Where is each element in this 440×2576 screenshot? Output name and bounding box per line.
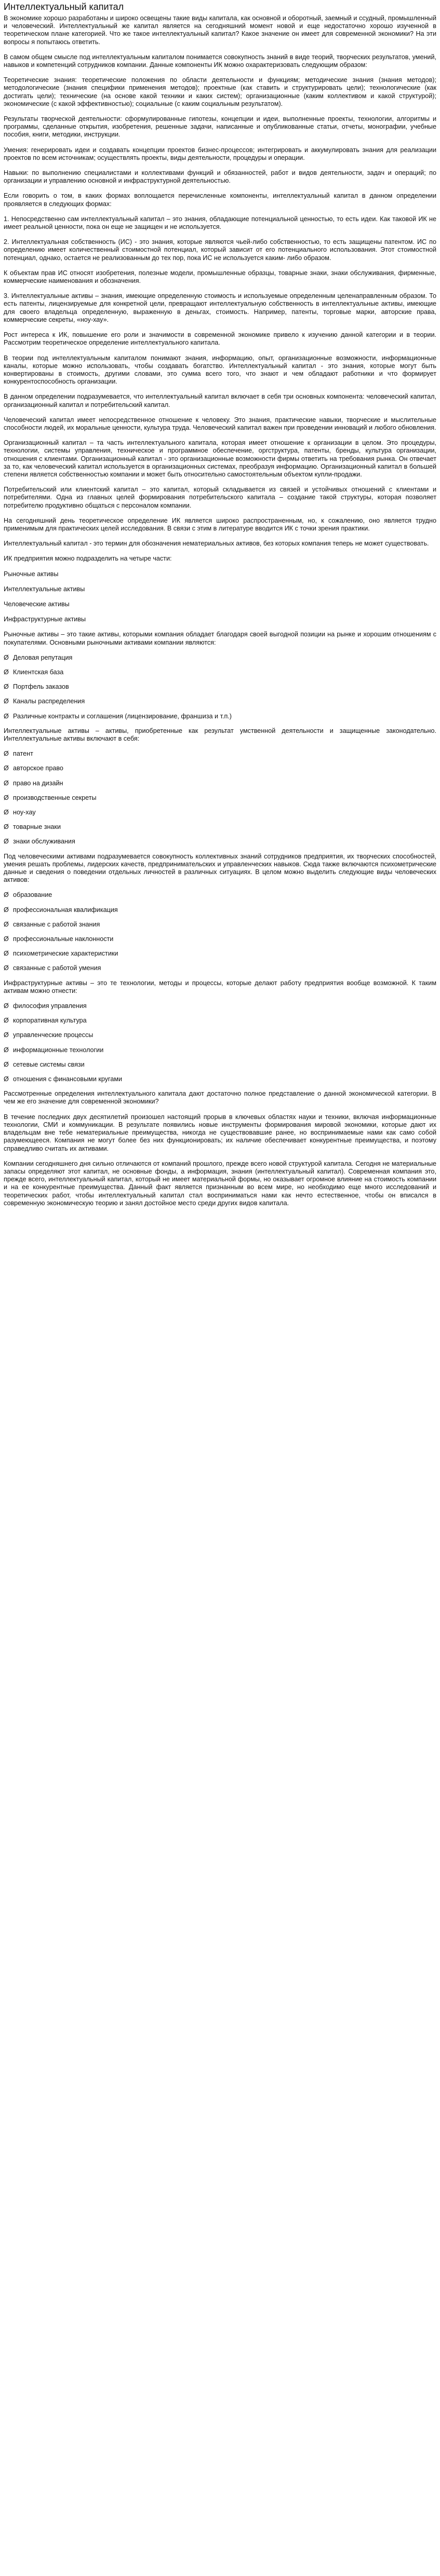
list-item (4, 921, 436, 929)
bullet-icon: Ø (4, 1075, 9, 1083)
list-item-text: связанные с работой знания (13, 920, 100, 928)
bullet-icon: Ø (4, 920, 9, 928)
list-item (4, 780, 436, 787)
list-item (4, 669, 436, 676)
list-item-text: информационные технологии (13, 1046, 104, 1054)
list-item (4, 891, 436, 899)
article-body (4, 15, 436, 1207)
list-item-text: Портфель заказов (13, 683, 69, 691)
paragraph: Если говорить о том, в каких формах воплощается перечисленные компоненты, интеллектуальный капитал в данном определении проявляется в следующих формах: (4, 192, 436, 208)
list-item (4, 765, 436, 772)
paragraph: Организационный капитал – та часть интеллектуального капитала, которая имеет отношение к организации в целом. Это процедуры, технологии, системы управления, техническое и программное обеспечение, оргструктура, патенты, бренды, культура организации, отношения с клиентами. Организационный капитал - это организационные возможности фирмы ответить на требования рынка. Он отвечает за то, как человеческий капитал используется в организационных системах, преобразуя информацию. Организационный капитал в большей степени является собственностью компании и может быть относительно самостоятельным объектом купли-продажи. (4, 439, 436, 478)
paragraph: Навыки: по выполнению специалистами и коллективами функций и обязанностей, работ и видов деятельности, задач и операций; по организации и управлению основной и инфраструктурной деятельностью. (4, 169, 436, 185)
list-item-text: производственные секреты (13, 794, 97, 801)
bullet-icon: Ø (4, 1002, 9, 1010)
paragraph: Рассмотренные определения интеллектуального капитала дают достаточно полное представление о данной экономической категории. В чем же его значение для современной экономики? (4, 1090, 436, 1106)
paragraph: 1. Непосредственно сам интеллектуальный капитал – это знания, обладающие потенциальной ценностью, то есть идеи. Как таковой ИК не имеет реальной ценности, пока он еще не защищен и не используется. (4, 215, 436, 231)
list-item (4, 1046, 436, 1054)
paragraph: Рост интереса к ИК, повышение его роли и значимости в современной экономике привело к изучению данной категории и в теории. Рассмотрим теоретическое определение интеллектуального капитала. (4, 331, 436, 347)
paragraph: Человеческие активы (4, 600, 70, 608)
list-item (4, 1031, 436, 1039)
paragraph: Умения: генерировать идеи и создавать концепции проектов бизнес-процессов; интегрировать и аккумулировать знания для реализации проектов по всем источникам; осуществлять проекты, виды деятельности, процедуры и операции. (4, 146, 436, 161)
list-item-text: психометрические характеристики (13, 950, 118, 958)
list-item (4, 1075, 436, 1083)
list-item (4, 698, 436, 705)
list-item (4, 794, 436, 802)
paragraph: Интеллектуальные активы (4, 585, 85, 593)
list-item (4, 906, 436, 914)
paragraph: Интеллектуальные активы – активы, приобретенные как результат умственной деятельности и защищенные законодательно. Интеллектуальные активы включают в себя: (4, 727, 436, 742)
bullet-icon: Ø (4, 750, 9, 758)
paragraph: 3. Интеллектуальные активы – знания, имеющие определенную стоимость и используемые определенным целенаправленным образом. То есть патенты, лицензируемые для конкретной цели, превращают интеллектуальную собственность в интеллектуальные активы, имеющие для своего владельца определенную, выраженную в деньгах, стоимость. Например, патенты, торговые марки, авторские права, коммерческие секреты, «ноу-хау». (4, 292, 436, 323)
list-item-text: управленческие процессы (13, 1031, 94, 1039)
bullet-icon: Ø (4, 683, 9, 691)
bullet-icon: Ø (4, 906, 9, 914)
paragraph: Результаты творческой деятельности: сформулированные гипотезы, концепции и идеи, выполненные проекты, технологии, алгоритмы и программы, сделанные открытия, изобретения, решенные задачи, написанные и опубликованные статьи, отчеты, монографии, учебные пособия, книги, методики, инструкции. (4, 115, 436, 139)
list-item (4, 750, 436, 758)
list-item (4, 823, 436, 831)
paragraph: Инфраструктурные активы – это те технологии, методы и процессы, которые делают работу предприятия вообще возможной. К таким активам можно отнести: (4, 979, 436, 994)
bullet-icon: Ø (4, 950, 9, 958)
paragraph: В теории под интеллектуальным капиталом понимают знания, информацию, опыт, организационные возможности, информационные каналы, которые можно использовать, чтобы создавать богатство. Интеллектуальный капитал - это знания, которые могут быть конвертированы в стоимость, другими словами, это сумма всего того, что знают и чем обладают работники и что формирует конкурентоспособность организации. (4, 354, 436, 386)
bullet-icon: Ø (4, 779, 9, 787)
bullet-icon: Ø (4, 653, 9, 661)
list-item-text: ноу-хау (13, 809, 36, 816)
list-item (4, 809, 436, 816)
paragraph: 2. Интеллектуальная собственность (ИС) - это знания, которые являются чьей-либо собственностью, то есть защищены патентом. ИС по определению имеет количественный стоимостной потенциал, который зависит от его потенциального использования. Этот стоимостной потенциал, однако, остается не реализованным до тех пор, пока ИС не используется каким- либо образом. (4, 238, 436, 262)
list-item-text: патент (13, 750, 33, 758)
paragraph: На сегодняшний день теоретическое определение ИК является широко распространенным, но, к сожалению, оно является трудно применимым для практических целей исследования. В связи с этим в литературе вводится ИК с точки зрения практики. (4, 516, 436, 532)
bullet-icon: Ø (4, 698, 9, 705)
bullet-icon: Ø (4, 823, 9, 831)
bullet-icon: Ø (4, 891, 9, 899)
list-item-text: авторское право (13, 765, 63, 772)
list-item-text: связанные с работой умения (13, 964, 101, 972)
bullet-icon: Ø (4, 964, 9, 972)
list-item-text: корпоративная культура (13, 1017, 87, 1025)
list-item-text: Клиентская база (13, 668, 64, 676)
document (0, 0, 440, 1220)
list-item (4, 713, 436, 720)
paragraph: Потребительский или клиентский капитал – это капитал, который складывается из связей и устойчивых отношений с клиентами и потребителями. Одна из главных целей формирования потребительского капитала – создание такой структуры, которая позволяет потребителю продуктивно общаться с персоналом компании. (4, 486, 436, 509)
paragraph: Рыночные активы – это такие активы, которыми компания обладает благодаря своей выгодной позиции на рынке и хорошим отношениям с покупателями. Основными рыночными активами компании являются: (4, 631, 436, 646)
list-item-text: отношения с финансовыми кругами (13, 1075, 123, 1083)
paragraph: Человеческий капитал имеет непосредственное отношение к человеку. Это знания, практические навыки, творческие и мыслительные способности людей, их моральные ценности, культура труда. Человеческий капитал важен при проведении инноваций и любого обновления. (4, 416, 436, 431)
list-item-text: профессиональные наклонности (13, 935, 114, 943)
list-item-text: сетевые системы связи (13, 1060, 85, 1068)
bullet-icon: Ø (4, 712, 9, 720)
paragraph: Компании сегодняшнего дня сильно отличаются от компаний прошлого, прежде всего новой структурой капитала. Сегодня не материальные запасы определяют этот капитал, не основные фонды, а информация, знания (интеллектуальный капитал). Современная компания это, прежде всего, интеллектуальный капитал, который не имеет материальной формы, но оказывает огромное влияние на стоимость компании и на ее конкурентные преимущества. Данный факт является признанным во всем мире, но необходимо еще много исследований и теоретических работ, чтобы интеллектуальный капитал стал восприниматься нами как нечто естественное, чтобы он вписался в современную экономическую теорию и занял достойное место среди других видов капитала. (4, 1160, 436, 1207)
list-item-text: право на дизайн (13, 779, 63, 787)
list-item (4, 964, 436, 972)
bullet-icon: Ø (4, 838, 9, 846)
bullet-icon: Ø (4, 1060, 9, 1068)
list-item (4, 1017, 436, 1025)
bullet-icon: Ø (4, 765, 9, 772)
paragraph: Теоретические знания: теоретические положения по области деятельности и функциям; методические знания (знания методов); методологические (знания специфики применения методов); проектные (как ставить и структурировать цели); технологические (как достигать цели); технические (на основе какой техники и каких систем); организационные (каким коллективом и какой структурой); экономические (с какой эффективностью); социальные (с каким социальным результатом). (4, 76, 436, 107)
list-item-text: профессиональная квалификация (13, 906, 118, 914)
list-item (4, 1002, 436, 1010)
bullet-icon: Ø (4, 1017, 9, 1025)
page-title: Интеллектуальный капитал (4, 2, 124, 12)
paragraph: Инфраструктурные активы (4, 616, 86, 623)
bullet-icon: Ø (4, 935, 9, 943)
list-item-text: образование (13, 891, 52, 899)
paragraph: В экономике хорошо разработаны и широко освещены такие виды капитала, как основной и оборотный, заемный и ссудный, промышленный и человеческий. Интеллектуальный же капитал является на сегодняшний момент новой и еще недостаточно хорошо изученной в теоретическом плане категорией. Что же такое интеллектуальный капитал? Какое значение он имеет для современной экономики? На эти вопросы я попытаюсь ответить. (4, 15, 436, 46)
list-item (4, 950, 436, 958)
paragraph: В данном определении подразумевается, что интеллектуальный капитал включает в себя три основных компонента: человеческий капитал, организационный капитал и потребительский капитал. (4, 393, 436, 408)
list-item-text: Деловая репутация (13, 653, 73, 661)
bullet-icon: Ø (4, 1046, 9, 1054)
list-item-text: знаки обслуживания (13, 838, 75, 846)
list-item (4, 683, 436, 691)
list-item-text: Различные контракты и соглашения (лицензирование, франшиза и т.п.) (13, 712, 232, 720)
list-item-text: философия управления (13, 1002, 87, 1010)
list-item (4, 654, 436, 662)
bullet-icon: Ø (4, 809, 9, 816)
paragraph: В течение последних двух десятилетий произошел настоящий прорыв в ключевых областях науки и техники, включая информационные технологии, СМИ и коммуникации. В результате появились новые инструменты формирования мировой экономики, которые дают их владельцам вне тебе нематериальные преимущества, никогда не существовавшие ранее, но воспринимаемые нами как само собой разумеющееся. Компания не могут более без них функционировать; их наличие обеспечивает конкурентные преимущества, и поэтому справедливо считать их активами. (4, 1113, 436, 1152)
list-item (4, 838, 436, 846)
list-item (4, 935, 436, 943)
paragraph: К объектам прав ИС относят изобретения, полезные модели, промышленные образцы, товарные знаки, знаки обслуживания, фирменные, коммерческие наименования и обозначения. (4, 269, 436, 285)
bullet-icon: Ø (4, 1031, 9, 1039)
list-item-text: товарные знаки (13, 823, 61, 831)
paragraph: Под человеческими активами подразумевается совокупность коллективных знаний сотрудников предприятия, их творческих способностей, умения решать проблемы, лидерских качеств, предпринимательских и управленческих навыков. Сюда также включаются психометрические данные и сведения о поведении отдельных личностей в различных ситуациях. В целом можно выделить следующие виды человеческих активов: (4, 852, 436, 884)
paragraph: В самом общем смысле под интеллектуальным капиталом понимается совокупность знаний в виде теорий, творческих результатов, умений, навыков и компетенций сотрудников компании. Данные компоненты ИК можно охарактеризовать следующим образом: (4, 53, 436, 69)
paragraph: Интеллектуальный капитал - это термин для обозначения нематериальных активов, без которых компания теперь не может существовать. (4, 540, 429, 548)
paragraph: ИК предприятия можно подразделить на четыре части: (4, 555, 172, 563)
bullet-icon: Ø (4, 668, 9, 676)
bullet-icon: Ø (4, 794, 9, 801)
list-item-text: Каналы распределения (13, 698, 85, 705)
paragraph: Рыночные активы (4, 570, 59, 578)
list-item (4, 1061, 436, 1069)
